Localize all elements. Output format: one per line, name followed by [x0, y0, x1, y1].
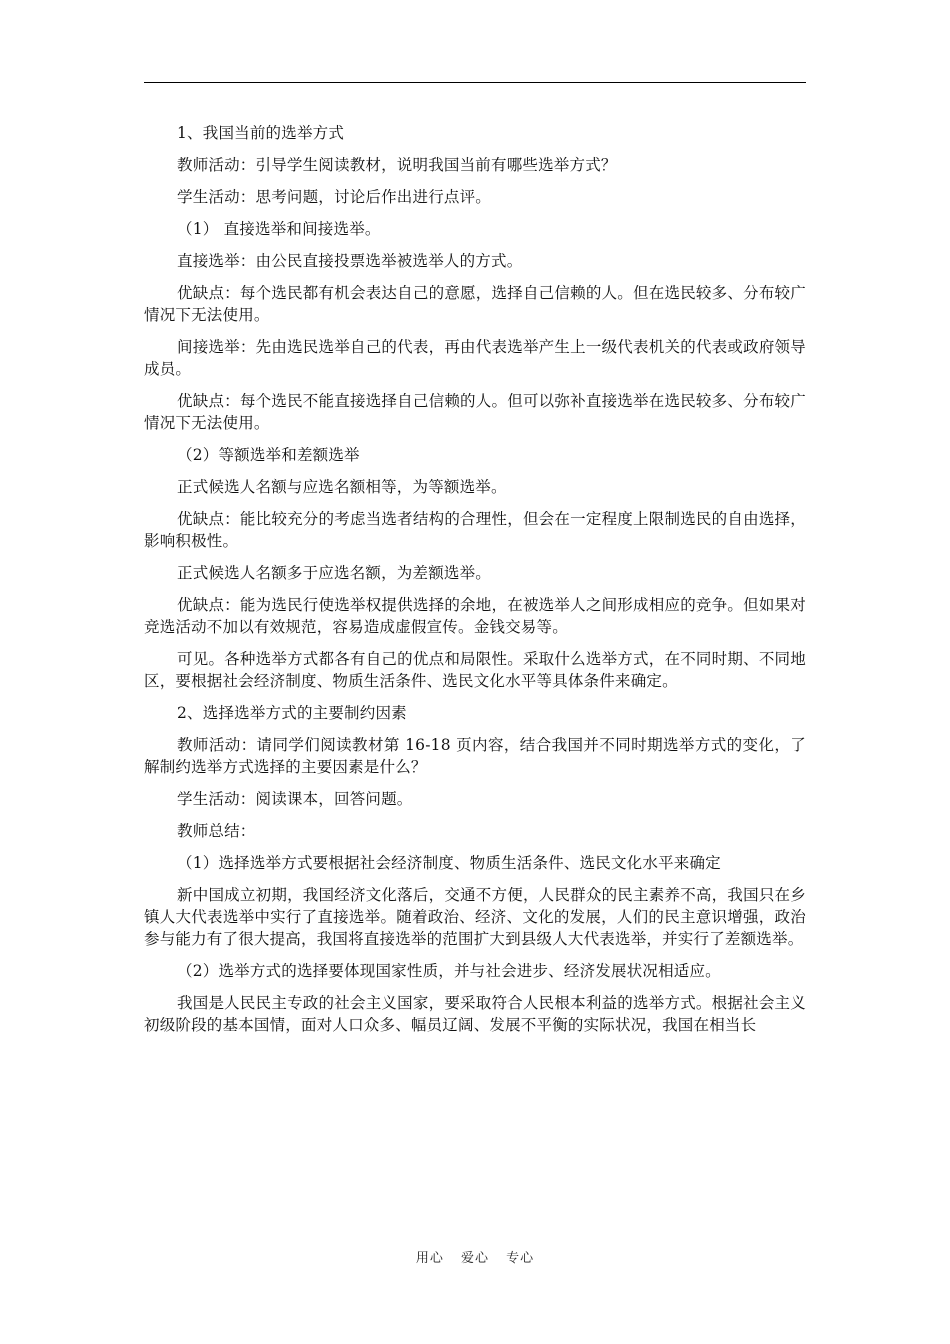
- page-footer: [0, 1247, 950, 1266]
- section-heading-1: 1、我国当前的选举方式: [177, 124, 345, 142]
- footer-text: 专心: [506, 1251, 535, 1266]
- header-rule: [144, 82, 806, 83]
- paragraph: 正式候选人名额多于应选名额，为差额选举。: [177, 564, 492, 582]
- paragraph: 优缺点：每个选民不能直接选择自己信赖的人。但可以弥补直接选举在选民较多、分布较广情况下无法使用。: [144, 392, 806, 432]
- footer-text: 爱心: [460, 1251, 489, 1266]
- paragraph: 学生活动：思考问题，讨论后作出进行点评。: [177, 188, 492, 206]
- paragraph: 教师活动：引导学生阅读教材，说明我国当前有哪些选举方式？: [177, 156, 617, 174]
- section-heading-2: 2、选择选举方式的主要制约因素: [177, 704, 407, 722]
- subheading: （2）选举方式的选择要体现国家性质，并与社会进步、经济发展状况相适应。: [177, 962, 721, 980]
- paragraph: 教师总结：: [177, 822, 256, 840]
- paragraph: 可见。各种选举方式都各有自己的优点和局限性。采取什么选举方式，在不同时期、不同地区，要根据社会经济制度、物质生活条件、选民文化水平等具体条件来确定。: [144, 650, 806, 690]
- paragraph: 直接选举：由公民直接投票选举被选举人的方式。: [177, 252, 523, 270]
- document-body: [144, 122, 806, 1046]
- footer-text: 用心: [415, 1251, 444, 1266]
- paragraph: 正式候选人名额与应选名额相等，为等额选举。: [177, 478, 507, 496]
- paragraph: 优缺点：能比较充分的考虑当选者结构的合理性，但会在一定程度上限制选民的自由选择，影响积极性。: [144, 510, 806, 550]
- subheading: （1）选择选举方式要根据社会经济制度、物质生活条件、选民文化水平来确定: [177, 854, 721, 872]
- subheading: （2）等额选举和差额选举: [177, 446, 360, 464]
- subheading: （1） 直接选举和间接选举。: [177, 220, 381, 238]
- paragraph: 新中国成立初期，我国经济文化落后，交通不方便，人民群众的民主素养不高，我国只在乡镇人大代表选举中实行了直接选举。随着政治、经济、文化的发展，人们的民主意识增强，政治参与能力有了很大提高，我国将直接选举的范围扩大到县级人大代表选举，并实行了差额选举。: [144, 886, 806, 948]
- paragraph: 教师活动：请同学们阅读教材第 16-18 页内容，结合我国并不同时期选举方式的变化，了解制约选举方式选择的主要因素是什么？: [144, 736, 806, 776]
- paragraph: 我国是人民民主专政的社会主义国家，要采取符合人民根本利益的选举方式。根据社会主义初级阶段的基本国情，面对人口众多、幅员辽阔、发展不平衡的实际状况，我国在相当长: [144, 994, 806, 1034]
- paragraph: 间接选举：先由选民选举自己的代表，再由代表选举产生上一级代表机关的代表或政府领导成员。: [144, 338, 806, 378]
- paragraph: 学生活动：阅读课本，回答问题。: [177, 790, 413, 808]
- paragraph: 优缺点：能为选民行使选举权提供选择的余地，在被选举人之间形成相应的竞争。但如果对竞选活动不加以有效规范，容易造成虚假宣传。金钱交易等。: [144, 596, 806, 636]
- paragraph: 优缺点：每个选民都有机会表达自己的意愿，选择自己信赖的人。但在选民较多、分布较广情况下无法使用。: [144, 284, 806, 324]
